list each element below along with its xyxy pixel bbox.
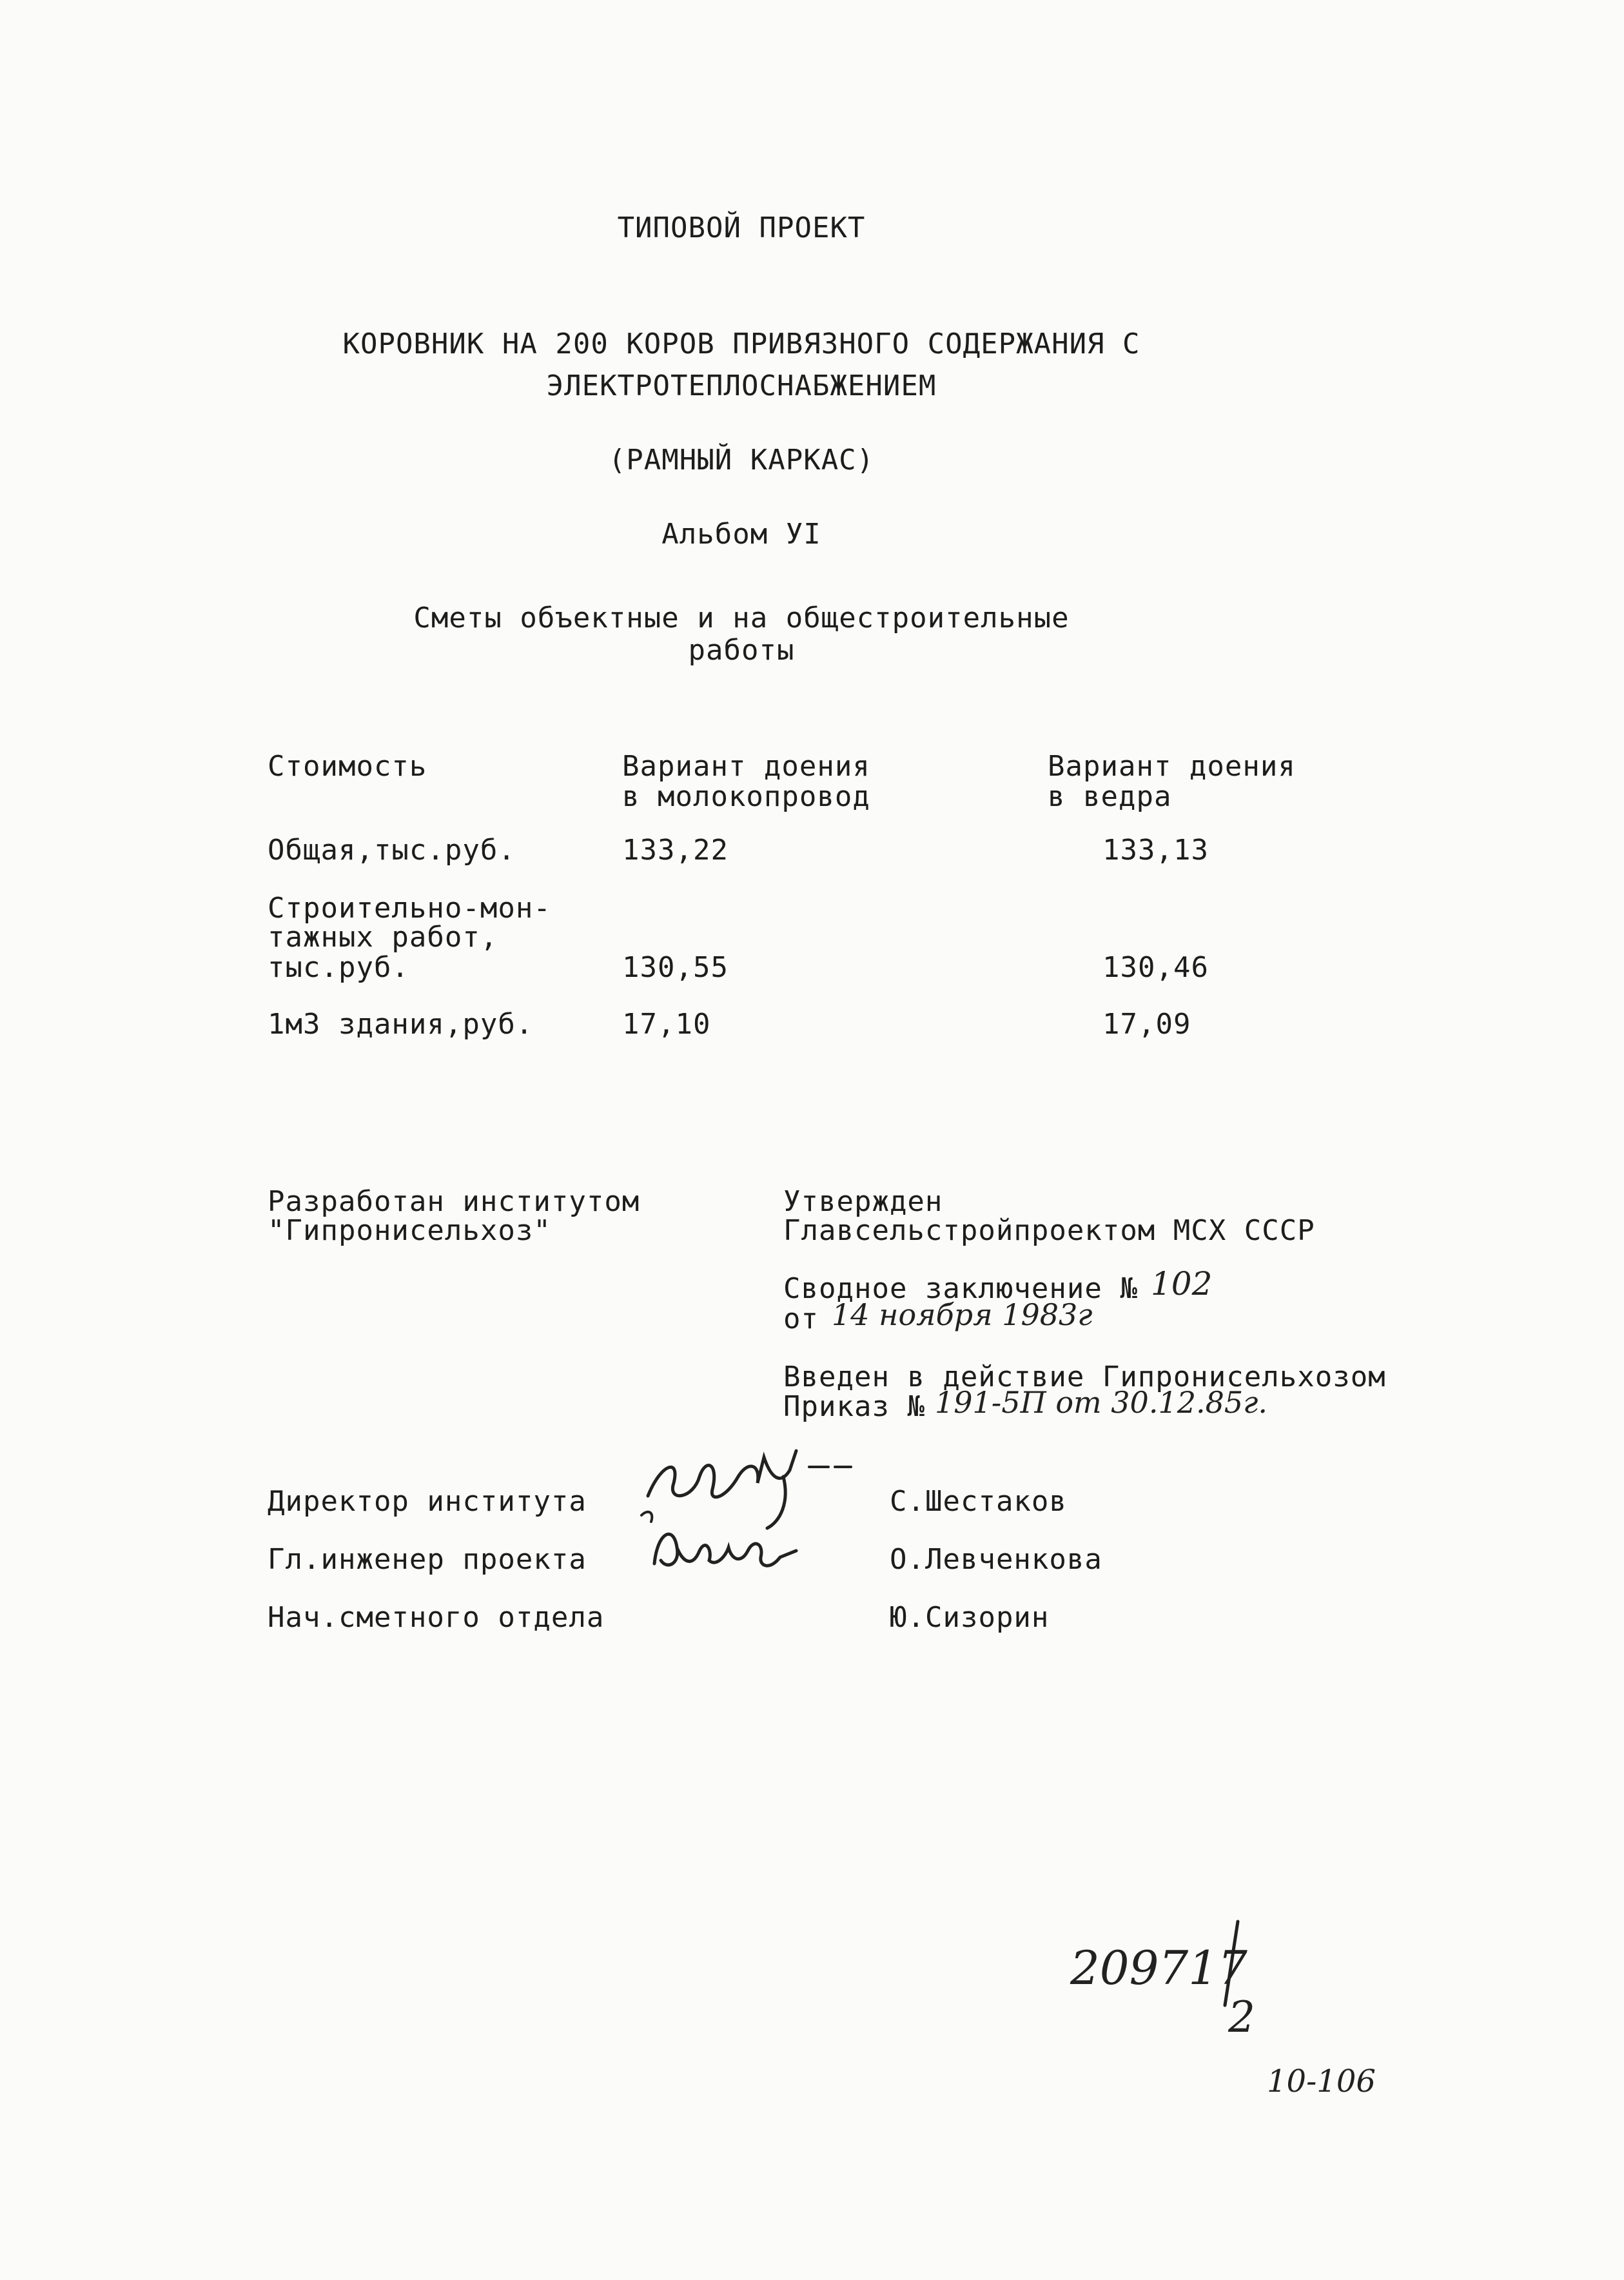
table-cell-variant-1: 130,55	[622, 951, 729, 984]
signature-name: С.Шестаков	[890, 1485, 1067, 1518]
table-cell-variant-2: 130,46	[1102, 951, 1209, 984]
approval-line-2: Главсельстройпроектом МСХ СССР	[783, 1214, 1315, 1247]
order-handwritten: 191-5П от 30.12.85г.	[935, 1385, 1267, 1420]
enacted-line: Введен в действие Гипронисельхозом	[783, 1361, 1386, 1393]
inventory-number-handwritten: 209717	[1070, 1941, 1247, 1995]
table-cell-variant-1: 17,10	[622, 1008, 711, 1041]
variant-1-header-line-2: в молокопровод	[622, 780, 870, 813]
frame-type: (РАМНЫЙ КАРКАС)	[608, 444, 875, 477]
subject-line-2: работы	[688, 634, 795, 667]
table-row-label: Строительно-мон-	[268, 892, 551, 925]
signature-role: Нач.сметного отдела	[268, 1601, 605, 1634]
subject-line-1: Сметы объектные и на общестроительные	[413, 602, 1070, 634]
date-label: от	[783, 1302, 819, 1335]
signature-role: Гл.инженер проекта	[268, 1543, 587, 1576]
album-number: Альбом УI	[661, 518, 821, 551]
table-cell-variant-2: 133,13	[1102, 834, 1209, 867]
cost-header-label: Стоимость	[268, 750, 427, 783]
inventory-code-handwritten: 10-106	[1267, 2063, 1376, 2099]
table-row-label: 1м3 здания,руб.	[268, 1008, 534, 1041]
table-row-label: Общая,тыс.руб.	[268, 834, 516, 867]
table-cell-variant-2: 17,09	[1102, 1008, 1191, 1041]
document-type: ТИПОВОЙ ПРОЕКТ	[617, 211, 866, 244]
table-row-label: тыс.руб.	[268, 951, 409, 984]
signature-name: О.Левченкова	[890, 1543, 1102, 1576]
variant-2-header-line-1: Вариант доения	[1048, 750, 1296, 783]
signature-name: Ю.Сизорин	[890, 1601, 1050, 1634]
variant-2-header-line-2: в ведра	[1048, 780, 1172, 813]
project-title-line-1: КОРОВНИК НА 200 КОРОВ ПРИВЯЗНОГО СОДЕРЖАНИЯ С	[342, 328, 1140, 360]
order-label: Приказ №	[783, 1390, 925, 1423]
chief-engineer-signature	[645, 1518, 812, 1583]
inventory-part-handwritten: 2	[1228, 1992, 1255, 2042]
project-title-line-2: ЭЛЕКТРОТЕПЛОСНАБЖЕНИЕМ	[546, 369, 937, 402]
developer-line-1: Разработан институтом	[268, 1185, 640, 1218]
signature-role: Директор института	[268, 1485, 587, 1518]
developer-line-2: "Гипронисельхоз"	[268, 1214, 551, 1247]
conclusion-number-handwritten: 102	[1151, 1265, 1213, 1302]
table-cell-variant-1: 133,22	[622, 834, 729, 867]
approval-line-1: Утвержден	[783, 1185, 943, 1218]
variant-1-header-line-1: Вариант доения	[622, 750, 870, 783]
date-handwritten: 14 ноября 1983г	[832, 1297, 1093, 1332]
table-row-label: тажных работ,	[268, 921, 498, 954]
conclusion-label: Сводное заключение №	[783, 1272, 1138, 1305]
